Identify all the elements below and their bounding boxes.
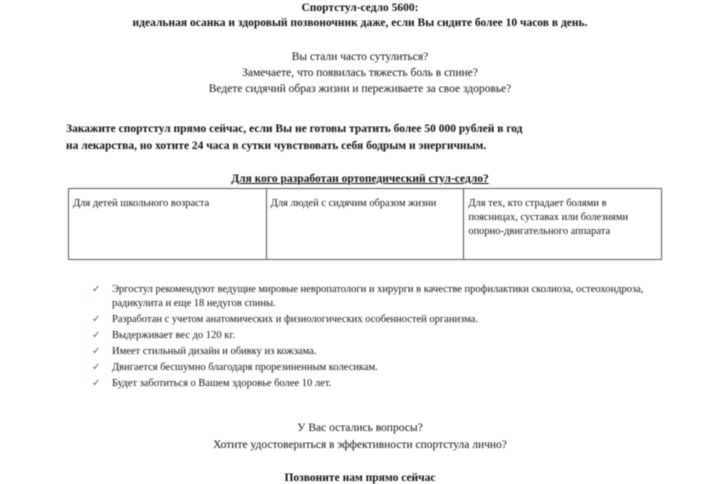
- questions-block: [0, 49, 720, 97]
- feature-text: Выдерживает вес до 120 кг.: [112, 330, 236, 341]
- audience-cell-children: Для детей школьного возраста: [69, 189, 267, 260]
- feature-item: [92, 377, 652, 391]
- document-title: [0, 1, 720, 31]
- feature-text: Будет заботиться о Вашем здоровье более 10 лет.: [112, 378, 332, 389]
- closing-line-1: У Вас остались вопросы?: [297, 422, 423, 434]
- check-icon: ✓: [92, 284, 101, 295]
- closing-line-2: Хотите удостовериться в эффективности спортстула лично?: [213, 439, 507, 451]
- closing-line-3: Позвоните нам прямо сейчас: [284, 472, 436, 484]
- feature-item: [92, 361, 652, 375]
- title-line-2: идеальная осанка и здоровый позвоночник даже, если Вы сидите более 10 часов в день.: [132, 17, 588, 29]
- feature-item: [92, 313, 652, 327]
- check-icon: ✓: [92, 314, 101, 325]
- audience-row: [69, 189, 662, 260]
- question-1: Вы стали часто сутулиться?: [291, 51, 429, 63]
- cta-line-2: на лекарства, но хотите 24 часа в сутки чувствовать себя бодрым и энергичным.: [66, 140, 487, 152]
- call-to-action: [66, 121, 666, 155]
- audience-heading: Для кого разработан ортопедический стул-седло?: [231, 173, 489, 185]
- audience-table: [68, 188, 662, 260]
- feature-text: Имеет стильный дизайн и обивку из кожзама.: [112, 346, 317, 357]
- cta-line-1: Закажите спортстул прямо сейчас, если Вы не готовы тратить более 50 000 рублей в год: [66, 123, 523, 135]
- features-list: [92, 283, 652, 393]
- audience-cell-sedentary: Для людей с сидячим образом жизни: [266, 189, 464, 260]
- question-3: Ведете сидячий образ жизни и переживаете за свое здоровье?: [208, 83, 512, 95]
- feature-item: [92, 283, 652, 311]
- title-line-1: Спортстул-седло 5600:: [301, 2, 419, 14]
- feature-item: [92, 345, 652, 359]
- closing-block: [0, 420, 720, 454]
- feature-text: Двигается бесшумно благодаря прорезиненным колесикам.: [112, 362, 378, 373]
- feature-text: Разработан с учетом анатомических и физиологических особенностей организма.: [112, 314, 478, 325]
- check-icon: ✓: [92, 330, 101, 341]
- check-icon: ✓: [92, 378, 101, 389]
- audience-cell-pain: Для тех, кто страдает болями в поясницах, суставах или болезнями опорно-двигательного аппарата: [464, 189, 662, 260]
- check-icon: ✓: [92, 362, 101, 373]
- question-2: Замечаете, что появилась тяжесть боль в спине?: [242, 67, 478, 79]
- check-icon: ✓: [92, 346, 101, 357]
- feature-item: [92, 329, 652, 343]
- feature-text: Эргостул рекомендуют ведущие мировые невропатологи и хирурги в качестве профилактики сколиоза, остеохондроза, радикулита и еще 18 недугов спины.: [112, 284, 644, 309]
